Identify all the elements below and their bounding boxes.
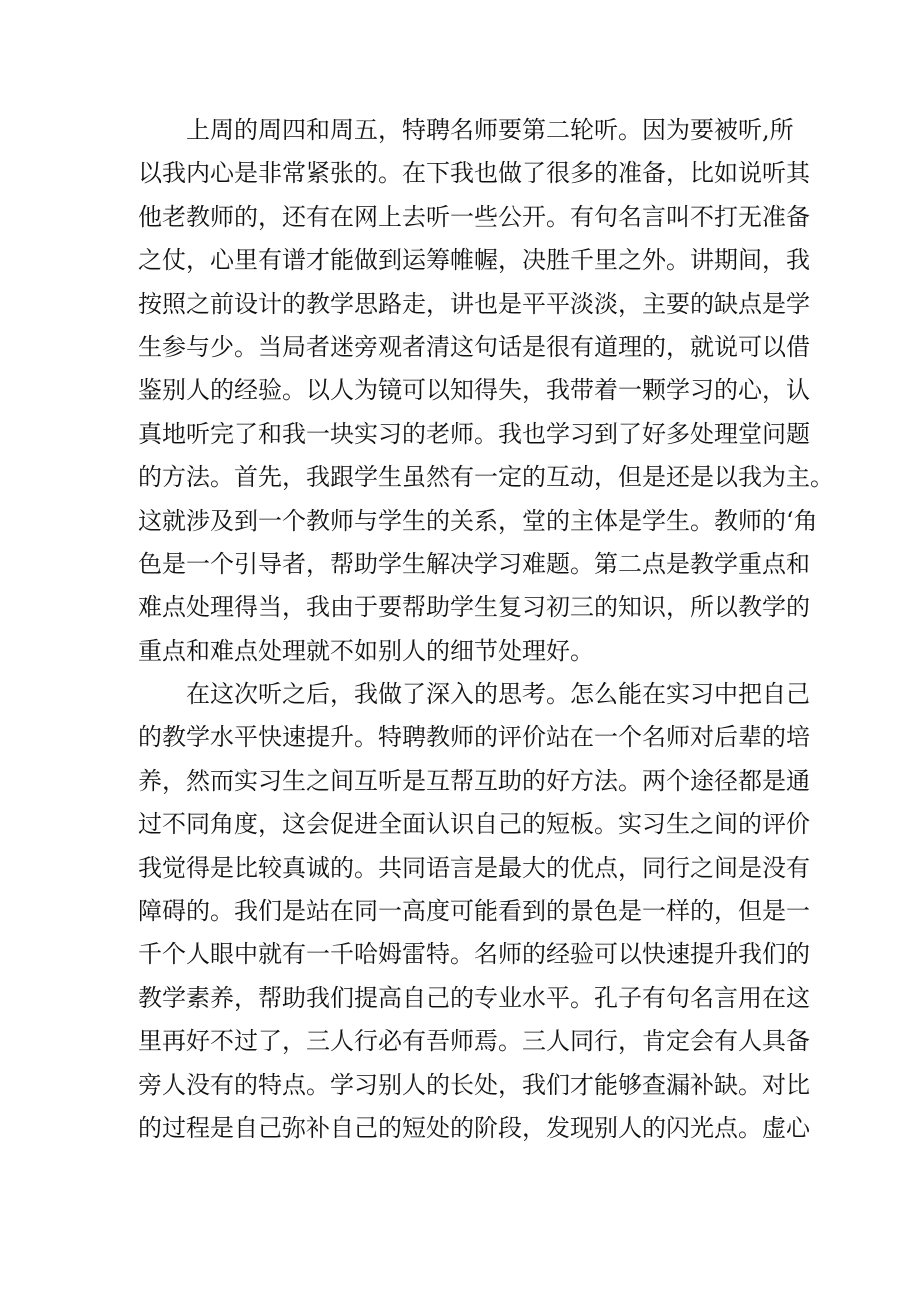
text-line: 教学素养，帮助我们提高自己的专业水平。孔子有句名言用在这 [138, 983, 810, 1012]
text-line: 里再好不过了，三人行必有吾师焉。三人同行，肯定会有人具备 [138, 1027, 810, 1056]
text-line: 在这次听之后，我做了深入的思考。怎么能在实习中把自己 [186, 680, 810, 709]
paragraph-1 [138, 109, 834, 673]
text-line: 之仗，心里有谱才能做到运筹帷幄，决胜千里之外。讲期间，我 [138, 246, 810, 275]
text-line: 的过程是自己弥补自己的短处的阶段，发现别人的闪光点。虚心 [138, 1113, 810, 1142]
text-line: 重点和难点处理就不如别人的细节处理好。 [138, 636, 594, 665]
text-line: 鉴别人的经验。以人为镜可以知得失，我带着一颗学习的心，认 [138, 376, 810, 405]
text-line: 我觉得是比较真诚的。共同语言是最大的优点，同行之间是没有 [138, 853, 810, 882]
text-line: 千个人眼中就有一千哈姆雷特。名师的经验可以快速提升我们的 [138, 940, 810, 969]
text-line: 养，然而实习生之间互听是互帮互助的好方法。两个途径都是通 [138, 766, 810, 795]
text-line: 上周的周四和周五，特聘名师要第二轮听。因为要被听,所 [186, 116, 794, 144]
text-line: 旁人没有的特点。学习别人的长处，我们才能够查漏补缺。对比 [138, 1070, 810, 1099]
text-line: 真地听完了和我一块实习的老师。我也学习到了好多处理堂问题 [138, 419, 810, 448]
text-line: 难点处理得当，我由于要帮助学生复习初三的知识，所以教学的 [138, 593, 810, 622]
text-line: 的方法。首先，我跟学生虽然有一定的互动，但是还是以我为主。 [138, 463, 834, 492]
text-line: 按照之前设计的教学思路走，讲也是平平淡淡，主要的缺点是学 [138, 289, 810, 318]
text-line: 他老教师的，还有在网上去听一些公开。有句名言叫不打无准备 [138, 202, 810, 231]
text-line: 障碍的。我们是站在同一高度可能看到的景色是一样的，但是一 [138, 897, 810, 926]
text-line: 过不同角度，这会促进全面认识自己的短板。实习生之间的评价 [138, 810, 810, 839]
text-line: 的教学水平快速提升。特聘教师的评价站在一个名师对后辈的培 [138, 723, 810, 752]
text-line: 这就涉及到一个教师与学生的关系，堂的主体是学生。教师的‘角 [138, 506, 818, 535]
text-line: 色是一个引导者，帮助学生解决学习难题。第二点是教学重点和 [138, 549, 810, 578]
text-line: 以我内心是非常紧张的。在下我也做了很多的准备，比如说听其 [138, 159, 810, 188]
text-line: 生参与少。当局者迷旁观者清这句话是很有道理的，就说可以借 [138, 332, 810, 361]
paragraph-2 [138, 673, 810, 1150]
document-body [138, 109, 834, 1150]
